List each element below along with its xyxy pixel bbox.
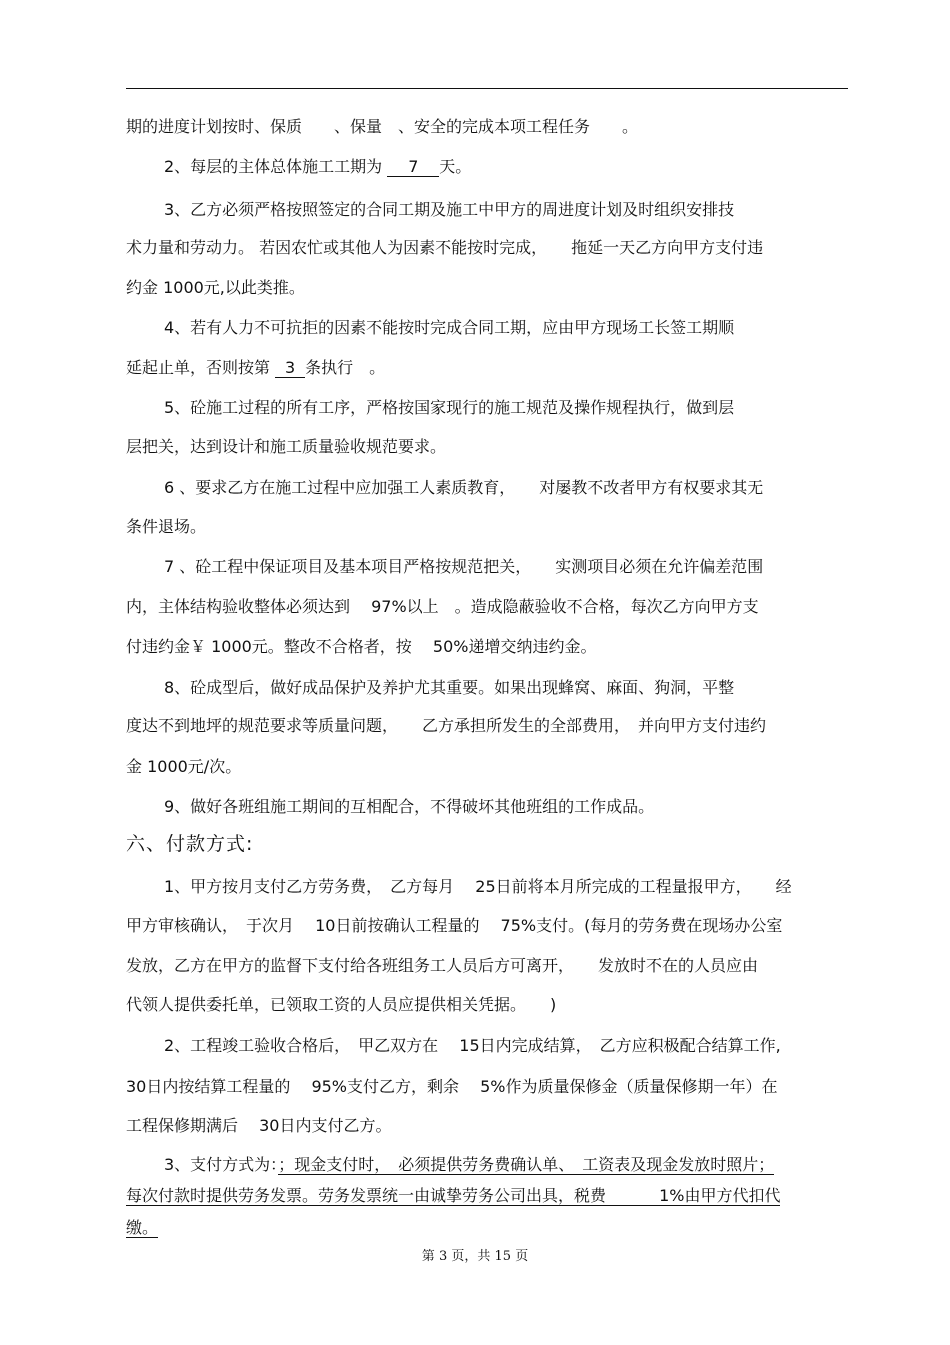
text-line <box>164 157 471 177</box>
text-line: 层把关，达到设计和施工质量验收规范要求。 <box>126 437 447 456</box>
text-line: 条件退场。 <box>126 517 207 536</box>
text-line: 金 1000元/次。 <box>126 757 242 776</box>
text-line: 术力量和劳动力。 若因农忙或其他人为因素不能按时完成， 拖延一天乙方向甲方支付违 <box>126 238 764 257</box>
section-heading: 六、付款方式: <box>126 833 254 855</box>
text-line: 约金 1000元,以此类推。 <box>126 278 305 297</box>
text-line: 3、乙方必须严格按照签定的合同工期及施工中甲方的周进度计划及时组织安排技 <box>164 200 735 219</box>
payment-method-underlined: ；现金支付时， 必须提供劳务费确认单、 工资表及现金发放时照片； <box>278 1155 775 1174</box>
text-line: 30日内按结算工程量的 95%支付乙方，剩余 5%作为质量保修金（质量保修期一年）在 <box>126 1077 778 1096</box>
text-line <box>126 358 385 378</box>
text-line: 7 、砼工程中保证项目及基本项目严格按规范把关， 实测项目必须在允许偏差范围 <box>164 557 764 576</box>
duration-blank: 7 <box>387 158 439 177</box>
page-footer <box>0 1248 950 1266</box>
footer-prefix: 第 <box>421 1249 435 1264</box>
text-line: 度达不到地坪的规范要求等质量问题， 乙方承担所发生的全部费用， 并向甲方支付违约 <box>126 716 767 735</box>
text-line <box>126 1186 780 1206</box>
text-line: 付违约金￥ 1000元。整改不合格者，按 50%递增交纳违约金。 <box>126 637 597 656</box>
text-line: 内，主体结构验收整体必须达到 97%以上 。造成隐蔽验收不合格，每次乙方向甲方支 <box>126 597 759 616</box>
text-line: 甲方审核确认， 于次月 10日前按确认工程量的 75%支付。(每月的劳务费在现场办公室 <box>126 916 783 935</box>
clause-blank: 3 <box>275 359 305 378</box>
text-span: 条执行 。 <box>305 358 386 377</box>
text-line: 5、砼施工过程的所有工序，严格按国家现行的施工规范及操作规程执行，做到层 <box>164 398 735 417</box>
text-span: 天。 <box>439 157 472 176</box>
text-line: 1、甲方按月支付乙方劳务费， 乙方每月 25日前将本月所完成的工程量报甲方， 经 <box>164 877 792 896</box>
text-line: 期的进度计划按时、保质 、保量 、安全的完成本项工程任务 。 <box>126 117 639 136</box>
payment-method-underlined: 每次付款时提供劳务发票。劳务发票统一由诚挚劳务公司出具，税费 1%由甲方代扣代 <box>126 1186 781 1205</box>
text-line: 工程保修期满后 30日内支付乙方。 <box>126 1116 392 1135</box>
text-span: 延起止单，否则按第 <box>126 358 276 377</box>
page-number: 3 <box>438 1249 448 1264</box>
text-line: 发放，乙方在甲方的监督下支付给各班组务工人员后方可离开， 发放时不在的人员应由 <box>126 956 759 975</box>
payment-method-underlined: 缴。 <box>126 1218 159 1237</box>
text-line <box>164 1155 774 1175</box>
text-line <box>126 1218 158 1238</box>
text-line: 2、工程竣工验收合格后， 甲乙双方在 15日内完成结算， 乙方应积极配合结算工作, <box>164 1036 781 1055</box>
text-line: 4、若有人力不可抗拒的因素不能按时完成合同工期，应由甲方现场工长签工期顺 <box>164 318 735 337</box>
footer-mid: 页，共 <box>451 1249 491 1264</box>
footer-suffix: 页 <box>515 1249 529 1264</box>
header-rule <box>126 88 848 89</box>
text-line: 8、砼成型后，做好成品保护及养护尤其重要。如果出现蜂窝、麻面、狗洞，平整 <box>164 678 735 697</box>
text-line: 9、做好各班组施工期间的互相配合，不得破坏其他班组的工作成品。 <box>164 797 655 816</box>
page-total: 15 <box>494 1249 512 1264</box>
text-span: 2、每层的主体总体施工工期为 <box>164 157 388 176</box>
text-span: 3、支付方式为： <box>164 1155 279 1174</box>
text-line: 代领人提供委托单，已领取工资的人员应提供相关凭据。 ) <box>126 995 557 1014</box>
text-line: 6 、要求乙方在施工过程中应加强工人素质教育， 对屡教不改者甲方有权要求其无 <box>164 478 764 497</box>
